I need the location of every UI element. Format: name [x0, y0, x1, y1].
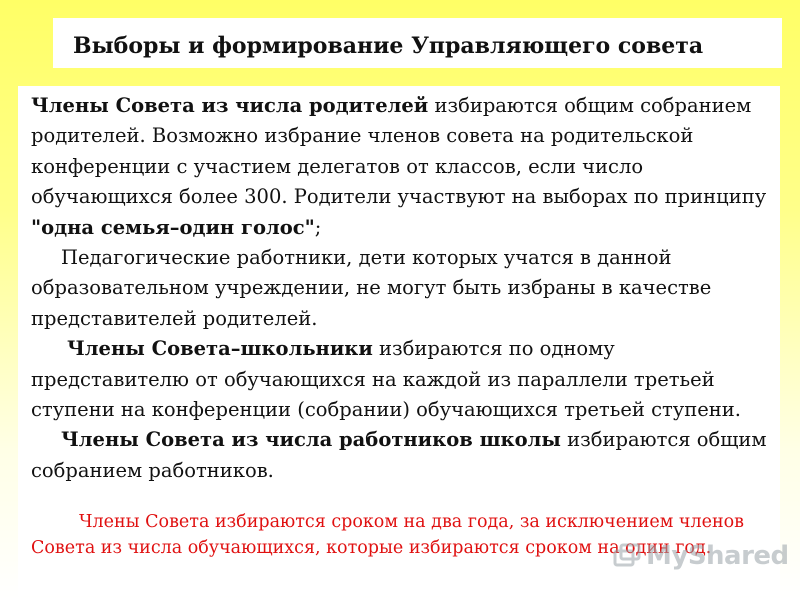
staff-heading: Члены Совета из числа работников школы [61, 428, 561, 452]
title-banner [53, 18, 782, 68]
watermark-text: MyShared [646, 541, 789, 571]
paragraph-students [31, 334, 773, 425]
body-text [31, 91, 773, 486]
parents-end: ; [314, 215, 322, 239]
content-panel [18, 86, 780, 596]
paragraph-staff [31, 425, 773, 486]
term-note [31, 509, 773, 561]
parents-heading: Члены Совета из числа родителей [31, 94, 429, 117]
parents-principle: "одна семья–один голос" [31, 215, 315, 239]
staff-text: избираются общим собранием работников. [31, 428, 767, 482]
parents-text: избираются общим собранием родителей. Возможно избрание членов совета на родительской конференции с участием делегатов от классов, если число обучающихся более 300. Родители участвуют на выборах по принципу [31, 94, 767, 209]
paragraph-teachers: Педагогические работники, дети которых учатся в данной образовательном учреждении, не могут быть избраны в качестве представителей родителей. [31, 246, 712, 330]
term-note-text: Члены Совета избираются сроком на два года, за исключением членов Совета из числа обучающихся, которые избираются сроком на один год. [31, 512, 745, 558]
slide-title: Выборы и формирование Управляющего совета [73, 33, 704, 59]
students-heading: Члены Совета–школьники [67, 337, 373, 361]
paragraph-parents [31, 91, 773, 243]
students-text: избираются по одному представителю от обучающихся на каждой из параллели третьей ступени на конференции (собрании) обучающихся третьей ступени. [31, 337, 741, 422]
